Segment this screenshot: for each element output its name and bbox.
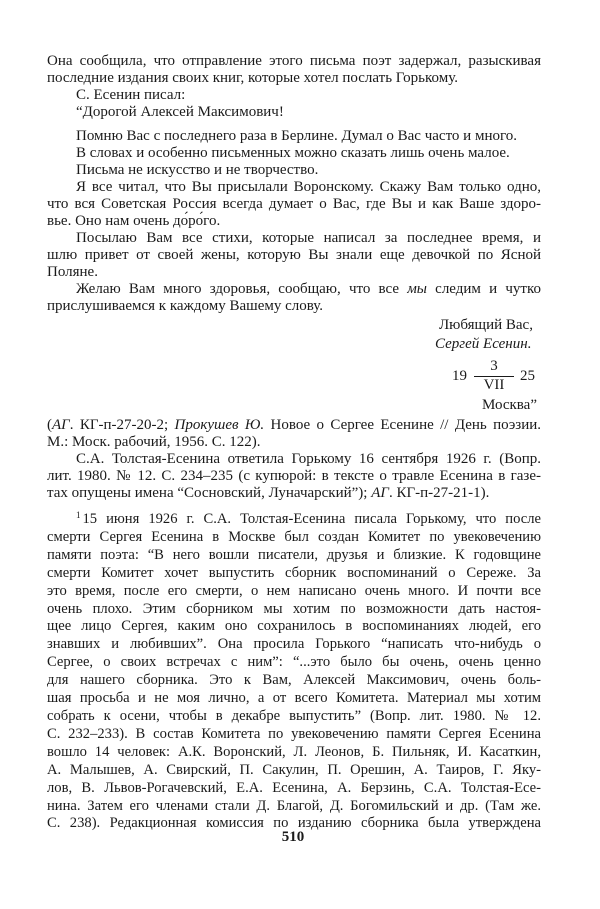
text-run: вье. Оно нам очень до́ро́го.	[47, 213, 221, 229]
text-run: смерти Сергея Есенина в Москве был создан Комитет по увековечению	[47, 528, 541, 545]
line-text	[47, 213, 220, 229]
footnote-line	[47, 708, 541, 726]
text-run: лит. 1980. № 12. С. 234–235 (с купюрой: в тексте о травле Есенина в газе-	[47, 468, 541, 484]
text-run: 15 июня 1926 г. С.А. Толстая-Есенина писала Горькому, что после	[82, 511, 541, 527]
date-year-right: 25	[520, 368, 535, 384]
line-text	[47, 468, 541, 484]
letter-line	[47, 196, 541, 213]
line-text	[47, 485, 489, 501]
italic-run: мы	[407, 281, 427, 297]
footnote-line	[47, 529, 541, 547]
italic-run: Прокушев Ю.	[174, 417, 265, 433]
date-year-left: 19	[452, 368, 467, 384]
line-text	[47, 417, 541, 433]
date-fraction	[474, 358, 514, 394]
footnote-line	[47, 654, 541, 672]
italic-run: АГ	[371, 485, 389, 501]
footnote-line	[47, 565, 541, 583]
line-text	[76, 104, 284, 120]
text-run: Она сообщила, что отправление этого письма поэт задержал, разыскивая	[47, 53, 541, 69]
letter-line	[47, 179, 541, 196]
text-run: С.А. Толстая-Есенина ответила Горькому 16 сентября 1926 г. (Вопр.	[76, 451, 541, 467]
intro-paragraph	[47, 53, 541, 121]
footnote-line	[47, 744, 541, 762]
text-run: С. 238). Редакционная комиссия по изданию сборника была утверждена	[47, 815, 541, 832]
line-text	[47, 798, 541, 814]
letter-line	[47, 247, 541, 264]
text-run: собрать к осени, чтобы в декабре выпустить” (Вопр. лит. 1980. № 12.	[47, 707, 541, 724]
footnote-line	[47, 601, 541, 619]
footnote-line	[47, 636, 541, 654]
footnote-line	[47, 690, 541, 708]
text-run: щее лицо Сергея, каким оно сохранилось в воспоминаниях людей, его	[47, 618, 541, 635]
intro-line	[47, 53, 541, 70]
line-text	[47, 196, 541, 212]
line-text	[47, 53, 541, 69]
refs-line	[47, 468, 541, 485]
text-run: “Дорогой Алексей Максимович!	[76, 104, 284, 120]
text-run: следим и чутко	[426, 281, 541, 297]
text-run: Помню Вас с последнего раза в Берлине. Думал о Вас часто и много.	[76, 128, 518, 144]
text-run: для нашего сборника. Это к Вам, Алексей Максимович, очень боль-	[47, 672, 541, 689]
line-text	[76, 162, 318, 178]
text-run: шая просьба и не моя лично, а от всего Комитета. Материал мы хотим	[47, 690, 541, 707]
line-text	[47, 247, 541, 263]
text-run: Желаю Вам много здоровья, сообщаю, что все	[76, 281, 408, 297]
line-text	[76, 281, 541, 297]
text-run: памяти поэта: “В него вошли писатели, друзья и близкие. К годовщине	[47, 546, 541, 563]
text-run: Письма не искусство и не творчество.	[76, 162, 319, 178]
line-text	[47, 690, 541, 706]
text-run: прислушиваемся к каждому Вашему слову.	[47, 298, 324, 314]
footnote-line	[47, 762, 541, 780]
text-run: Поляне.	[47, 264, 98, 280]
line-text	[47, 636, 541, 652]
italic-run: АГ	[52, 417, 70, 433]
date-month: VII	[483, 377, 505, 393]
text-run: лов, В. Львов-Рогачевский, Е.А. Есенина, А. Берзинь, С.А. Толстая-Есе-	[47, 779, 541, 796]
footnote-line	[47, 511, 541, 529]
line-text	[47, 780, 541, 796]
letter-line	[47, 264, 541, 281]
text-run: смерти Комитет хочет выпустить сборник воспоминаний о Сереже. За	[47, 564, 541, 581]
line-text	[47, 565, 541, 581]
line-text	[47, 726, 541, 742]
text-run: Я все читал, что Вы присылали Воронскому. Скажу Вам только одно,	[76, 179, 541, 195]
intro-line	[47, 87, 541, 104]
text-run: что вся Советская Россия всегда думает о Вас, где Вы и как Ваше здоро-	[47, 196, 541, 212]
text-run: М.: Моск. рабочий, 1956. С. 122).	[47, 434, 261, 450]
text-run: очень плохо. Этим сборником мы хотим по возможности дать настоя-	[47, 600, 541, 617]
text-run: шлю привет от своей жены, которую Вы знали еще девочкой по Ясной	[47, 247, 541, 263]
text-run: . КГ-п-27-21-1).	[388, 485, 490, 501]
text-run: Новое о Сергее Есенине // День поэзии.	[264, 417, 542, 433]
footnote-line	[47, 618, 541, 636]
text-run: вошло 14 человек: А.К. Воронский, Л. Леонов, Б. Пильняк, И. Касаткин,	[47, 743, 541, 760]
letter-line	[47, 298, 541, 315]
text-run: Посылаю Вам все стихи, которые написал за последнее время, и	[76, 230, 541, 246]
line-text	[76, 179, 541, 195]
footnote-line	[47, 780, 541, 798]
text-run: нина. Затем его членами стали Д. Благой, Д. Богомильский и др. (Там же.	[47, 797, 541, 814]
footnote-marker: 1	[76, 510, 81, 520]
text-run: (	[47, 417, 52, 433]
letter-signature	[435, 336, 531, 353]
letter-line	[47, 230, 541, 247]
letter-line	[47, 145, 541, 162]
refs-line	[47, 485, 541, 502]
footnote-line	[47, 672, 541, 690]
line-text	[47, 654, 541, 670]
signature-name: Сергей Есенин.	[435, 336, 532, 352]
line-text	[76, 511, 541, 527]
line-text	[47, 762, 541, 778]
line-text	[47, 434, 261, 450]
page-number: 510	[281, 829, 305, 845]
letter-line	[47, 213, 541, 230]
letter-closing: Любящий Вас,	[439, 317, 533, 333]
footnote-line	[47, 583, 541, 601]
footnote-line	[47, 547, 541, 565]
intro-line	[47, 104, 541, 121]
footnote-line	[47, 798, 541, 816]
line-text	[76, 145, 510, 161]
refs-line	[47, 417, 541, 434]
line-text	[47, 708, 541, 724]
text-run: С. 232–233). В состав Комитета по увековечению памяти Сергея Есенина	[47, 725, 541, 742]
line-text	[47, 264, 98, 280]
text-run: это время, после его смерти, о нем написано очень много. И почти все	[47, 582, 541, 599]
line-text	[76, 87, 185, 103]
line-text	[47, 672, 541, 688]
letter-line	[47, 162, 541, 179]
intro-line	[47, 70, 541, 87]
text-run: последние издания своих книг, которые хотел послать Горькому.	[47, 70, 458, 86]
line-text	[76, 451, 541, 467]
letter-line	[47, 128, 541, 145]
text-run: . КГ-п-27-20-2;	[69, 417, 175, 433]
refs-line	[47, 434, 541, 451]
line-text	[47, 744, 541, 760]
letter-body	[47, 128, 541, 315]
line-text	[47, 70, 458, 86]
refs-line	[47, 451, 541, 468]
line-text	[76, 230, 541, 246]
text-run: Сергее, о своих встречах с ним”: “...это было бы очень, очень ценно	[47, 654, 541, 671]
line-text	[47, 583, 541, 599]
date-day: 3	[474, 358, 514, 377]
text-run: С. Есенин писал:	[76, 87, 186, 103]
text-run: В словах и особенно письменных можно сказать лишь очень малое.	[76, 145, 510, 161]
text-run: знавших и любивших”. Она просила Горького “написать что-нибудь о	[47, 636, 541, 653]
text-run: А. Малышев, А. Свирский, П. Сакулин, П. Орешин, А. Таиров, Г. Яку-	[47, 761, 541, 778]
line-text	[47, 601, 541, 617]
line-text	[47, 547, 541, 563]
line-text	[47, 298, 323, 314]
letter-line	[47, 281, 541, 298]
line-text	[47, 618, 541, 634]
line-text	[76, 128, 517, 144]
references-paragraph	[47, 417, 541, 502]
text-run: тах опущены имена “Сосновский, Луначарский”);	[47, 485, 372, 501]
letter-place: Москва”	[482, 397, 537, 413]
footnote	[47, 511, 541, 833]
line-text	[47, 529, 541, 545]
footnote-line	[47, 726, 541, 744]
